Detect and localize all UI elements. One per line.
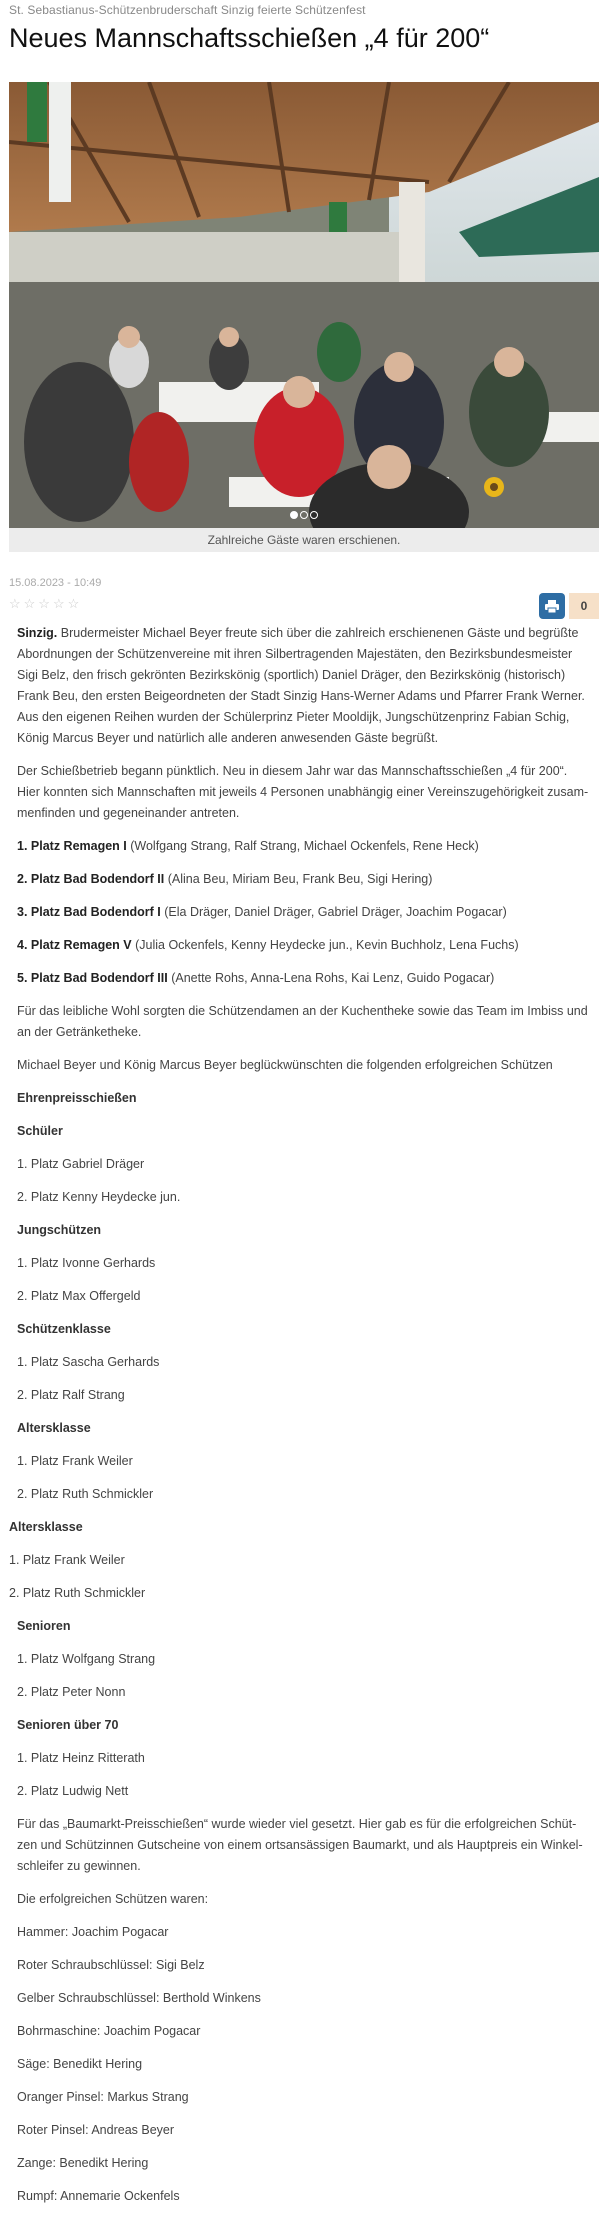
prize-line: Zange: Benedikt Hering xyxy=(17,2156,149,2170)
rank-item xyxy=(17,935,591,956)
dateline: Sinzig. xyxy=(17,626,58,640)
result-line: 2. Platz Ralf Strang xyxy=(17,1388,125,1402)
paragraph-6: Die erfolgreichen Schützen waren: xyxy=(17,1892,209,1906)
result-line: 1. Platz Frank Weiler xyxy=(9,1553,125,1567)
rank-place: 2. Platz Bad Bodendorf II xyxy=(17,872,165,886)
result-line: 1. Platz Frank Weiler xyxy=(17,1454,133,1468)
section-heading: Schüler xyxy=(17,1124,63,1138)
result-line: 2. Platz Ruth Schmickler xyxy=(17,1487,154,1501)
photo-caption: Zahlreiche Gäste waren erschienen. xyxy=(9,528,599,552)
rank-item xyxy=(17,968,591,989)
gallery-dots xyxy=(9,508,599,522)
section-heading: Ehrenpreisschießen xyxy=(17,1091,137,1105)
article-kicker: St. Sebastianus-Schützenbruderschaft Sinzig feierte Schützenfest xyxy=(9,3,366,17)
gallery-dot-1[interactable] xyxy=(290,511,298,519)
rank-place: 5. Platz Bad Bodendorf III xyxy=(17,971,168,985)
prize-line: Säge: Benedikt Hering xyxy=(17,2057,143,2071)
section-heading: Senioren xyxy=(17,1619,71,1633)
page-title: Neues Mannschaftsschießen „4 für 200“ xyxy=(9,23,490,53)
gallery-dot-2[interactable] xyxy=(300,511,308,519)
prize-line: Roter Schraubschlüssel: Sigi Belz xyxy=(17,1958,205,1972)
section-heading: Altersklasse xyxy=(17,1421,91,1435)
rank-names: (Julia Ockenfels, Kenny Heydecke jun., Kevin Buchholz, Lena Fuchs) xyxy=(131,938,519,952)
publish-date: 15.08.2023 - 10:49 xyxy=(9,577,102,589)
gallery-photo[interactable] xyxy=(9,82,599,528)
paragraph-4: Michael Beyer und König Marcus Beyer beglückwünschten die folgenden erfolgreichen Schützen xyxy=(17,1058,553,1072)
article-toolbar xyxy=(9,593,599,623)
rank-names: (Anette Rohs, Anna-Lena Rohs, Kai Lenz, Guido Pogacar) xyxy=(167,971,495,985)
section-heading: Schützenklasse xyxy=(17,1322,111,1336)
rank-item xyxy=(17,836,591,857)
prize-line: Bohrmaschine: Joachim Pogacar xyxy=(17,2024,201,2038)
section-heading: Altersklasse xyxy=(9,1520,83,1534)
rank-item xyxy=(17,869,591,890)
result-line: 2. Platz Ludwig Nett xyxy=(17,1784,129,1798)
intro-text: Brudermeister Michael Beyer freute sich über die zahlreich erschienenen Gäste und begrüßte Abordnungen der Schützenvereine mit ihren Silbertragenden Majestäten, den Bezirksbundesmeister Sigi Belz, den frisch gekrönten Bezirkskönig (sportlich) Daniel Dräger, den Bezirkskönig (historisch) Frank Beu, den ersten Beigeordneten der Stadt Sinzig Hans-Werner Adams und Pfarrer Frank Werner. Aus den eigenen Reihen wurden der Schülerprinz Pieter Mooldijk, Jungschützenprinz Fabian Schig, König Marcus Beyer und natürlich alle anderen anwesenden Gäste begrüßt. xyxy=(17,626,585,745)
print-button[interactable] xyxy=(539,593,565,619)
paragraph-2: Der Schießbetrieb begann pünktlich. Neu in diesem Jahr war das Mannschaftsschießen „4 für 200“. Hier konnten sich Mannschaften mit jeweils 4 Personen unabhängig einer Vereinszugehörigkeit zusammenfinden und gegeneinander antreten. xyxy=(17,764,589,820)
result-line: 1. Platz Wolfgang Strang xyxy=(17,1652,156,1666)
result-line: 2. Platz Max Offergeld xyxy=(17,1289,141,1303)
rank-place: 3. Platz Bad Bodendorf I xyxy=(17,905,161,919)
result-line: 1. Platz Heinz Ritterath xyxy=(17,1751,145,1765)
printer-icon xyxy=(545,600,559,613)
photo-illustration xyxy=(9,82,599,528)
prize-line: Oranger Pinsel: Markus Strang xyxy=(17,2090,189,2104)
comment-counter[interactable]: 0 xyxy=(569,593,599,619)
gallery-dot-3[interactable] xyxy=(310,511,318,519)
intro-paragraph xyxy=(17,623,591,749)
result-line: 2. Platz Kenny Heydecke jun. xyxy=(17,1190,181,1204)
image-gallery xyxy=(9,82,599,552)
rank-place: 4. Platz Remagen V xyxy=(17,938,132,952)
result-line: 1. Platz Sascha Gerhards xyxy=(17,1355,160,1369)
paragraph-5: Für das „Baumarkt-Preisschießen“ wurde wieder viel gesetzt. Hier gab es für die erfolgreichen Schützen und Schützinnen Gutscheine von einem ortsansässigen Baumarkt, und als Hauptpreis ein Winkelschleifer zu gewinnen. xyxy=(17,1817,583,1873)
prize-line: Roter Pinsel: Andreas Beyer xyxy=(17,2123,175,2137)
result-line: 1. Platz Gabriel Dräger xyxy=(17,1157,145,1171)
section-heading: Jungschützen xyxy=(17,1223,102,1237)
rank-item xyxy=(17,902,591,923)
prize-line: Hammer: Joachim Pogacar xyxy=(17,1925,169,1939)
rank-place: 1. Platz Remagen I xyxy=(17,839,127,853)
result-line: 1. Platz Ivonne Gerhards xyxy=(17,1256,156,1270)
rank-names: (Alina Beu, Miriam Beu, Frank Beu, Sigi Hering) xyxy=(164,872,433,886)
prize-line: Rumpf: Annemarie Ockenfels xyxy=(17,2189,180,2203)
result-line: 2. Platz Peter Nonn xyxy=(17,1685,126,1699)
article-body xyxy=(9,623,599,2207)
rating-stars[interactable]: ☆☆☆☆☆ xyxy=(9,596,83,611)
result-line: 2. Platz Ruth Schmickler xyxy=(9,1586,146,1600)
paragraph-3: Für das leibliche Wohl sorgten die Schützendamen an der Kuchentheke sowie das Team im Imbiss und an der Getränketheke. xyxy=(17,1004,588,1039)
rank-names: (Ela Dräger, Daniel Dräger, Gabriel Dräger, Joachim Pogacar) xyxy=(160,905,507,919)
section-heading: Senioren über 70 xyxy=(17,1718,119,1732)
rank-names: (Wolfgang Strang, Ralf Strang, Michael Ockenfels, Rene Heck) xyxy=(126,839,479,853)
prize-line: Gelber Schraubschlüssel: Berthold Winkens xyxy=(17,1991,261,2005)
